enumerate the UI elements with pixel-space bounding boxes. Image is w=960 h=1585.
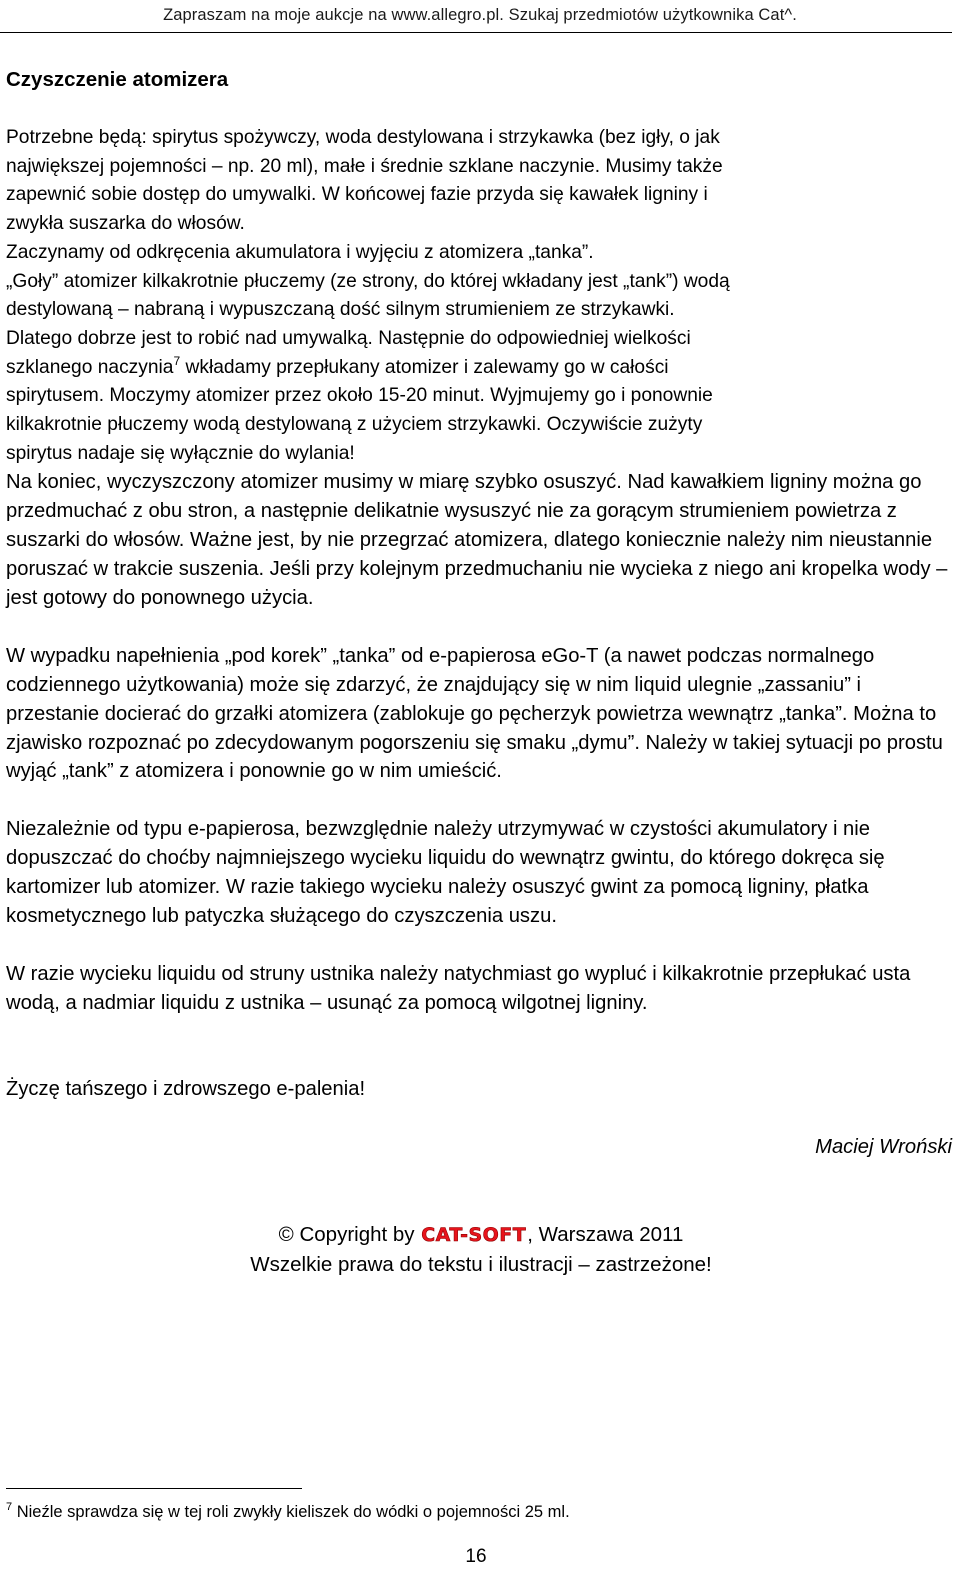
paragraph-leak: W razie wycieku liquidu od struny ustnika należy natychmiast go wypluć i kilkakrotnie przepłukać usta wodą, a nadmiar liquidu z ustnika – usunąć za pomocą wilgotnej ligniny. xyxy=(6,962,911,1014)
footnote-divider xyxy=(6,1488,302,1489)
footnote-reference[interactable]: 7 xyxy=(173,353,181,368)
text-line: Potrzebne będą: spirytus spożywczy, woda destylowana i strzykawka (bez igły, o jak xyxy=(6,127,720,148)
author-signature: Maciej Wroński xyxy=(815,1136,952,1159)
footnote-number: 7 xyxy=(6,1501,13,1513)
text-line xyxy=(6,354,956,383)
copyright-suffix: , Warszawa 2011 xyxy=(527,1222,684,1246)
paragraph-instructions xyxy=(6,124,956,468)
rights-reserved: Wszelkie prawa do tekstu i ilustracji – zastrzeżone! xyxy=(250,1252,712,1276)
page-number: 16 xyxy=(465,1546,487,1567)
text-segment: szklanego naczynia xyxy=(6,356,174,378)
closing-wish: Życzę tańszego i zdrowszego e-palenia! xyxy=(6,1078,366,1101)
paragraph-battery: Niezależnie od typu e-papierosa, bezwzględnie należy utrzymywać w czystości akumulatory i nie dopuszczać do choćby najmniejszego wycieku liquidu do wewnątrz gwintu, do którego dokręca się kartomizer lub atomizer. W razie takiego wycieku należy osuszyć gwint za pomocą ligniny, płatka kosmetycznego lub patyczka służącego do czyszczenia uszu. xyxy=(6,818,885,927)
header-divider xyxy=(0,32,952,33)
text-line: „Goły” atomizer kilkakrotnie płuczemy (ze strony, do której wkładany jest „tank”) wodą xyxy=(6,270,730,292)
copyright-prefix: © Copyright by xyxy=(278,1222,421,1246)
document-body xyxy=(6,66,956,1279)
text-line: zapewnić sobie dostęp do umywalki. W końcowej fazie przyda się kawałek ligniny i xyxy=(6,184,708,206)
footnote xyxy=(6,1502,570,1522)
text-line: spirytusem. Moczymy atomizer przez około 15-20 minut. Wyjmujemy go i ponownie xyxy=(6,385,713,407)
section-title: Czyszczenie atomizera xyxy=(6,68,229,91)
page-header: Zapraszam na moje aukcje na www.allegro.pl. Szukaj przedmiotów użytkownika Cat^. xyxy=(163,6,797,24)
text-line: zwykła suszarka do włosów. xyxy=(6,213,245,235)
brand-logo: CAT-SOFT xyxy=(421,1223,527,1246)
paragraph-tank: W wypadku napełnienia „pod korek” „tanka” od e-papierosa eGo-T (a nawet podczas normalnego codziennego użytkowania) może się zdarzyć, że znajdujący się w nim liquid ulegnie „zassaniu” i przestanie docierać do grzałki atomizera (zablokuje go pęcherzyk powietrza wewnątrz „tanka”. Można to zjawisko rozpoznać po zdecydowanym pogorszeniu się smaku „dymu”. Należy w takiej sytuacji po prostu wyjąć „tank” z atomizera i ponownie go w nim umieścić. xyxy=(6,644,943,783)
text-line: Dlatego dobrze jest to robić nad umywalką. Następnie do odpowiedniej wielkości xyxy=(6,327,691,349)
text-segment: wkładamy przepłukany atomizer i zalewamy go w całości xyxy=(180,356,669,378)
text-line: kilkakrotnie płuczemy wodą destylowaną z użyciem strzykawki. Oczywiście zużyty xyxy=(6,414,703,436)
footnote-text: Nieźle sprawdza się w tej roli zwykły kieliszek do wódki o pojemności 25 ml. xyxy=(12,1503,570,1521)
copyright-block xyxy=(6,1220,956,1279)
paragraph-drying: Na koniec, wyczyszczony atomizer musimy w miarę szybko osuszyć. Nad kawałkiem ligniny można go przedmuchać z obu stron, a następnie delikatnie wysuszyć nie za gorącym strumieniem powietrza z suszarki do włosów. Ważne jest, by nie przegrzać atomizera, dlatego koniecznie należy nim nieustannie poruszać w trakcie suszenia. Jeśli przy kolejnym przedmuchaniu nie wycieka z niego ani kropelka wody – jest gotowy do ponownego użycia. xyxy=(6,471,948,610)
text-line: Zaczynamy od odkręcenia akumulatora i wyjęciu z atomizera „tanka”. xyxy=(6,241,594,263)
text-line: spirytus nadaje się wyłącznie do wylania! xyxy=(6,442,355,464)
text-line: destylowaną – nabraną i wypuszczaną dość silnym strumieniem ze strzykawki. xyxy=(6,299,675,321)
text-line: największej pojemności – np. 20 ml), małe i średnie szklane naczynie. Musimy także xyxy=(6,155,723,177)
copyright-line xyxy=(6,1220,956,1250)
